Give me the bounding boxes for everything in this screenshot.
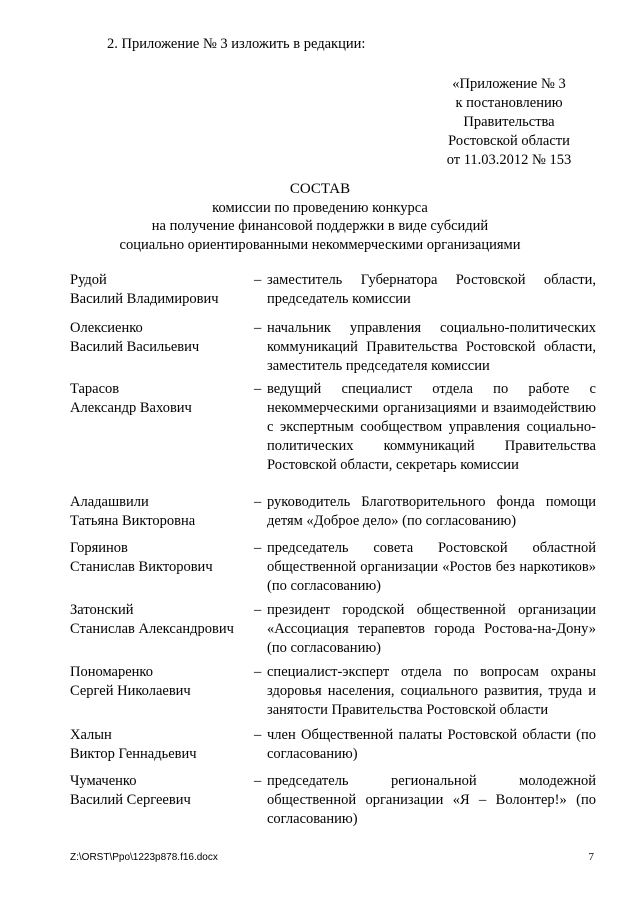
member-role: специалист-эксперт отдела по вопросам охраны здоровья населения, социального развития, труда и занятости Правительства Ростовской области [267, 664, 596, 718]
dash-separator: – [254, 773, 262, 789]
member-surname: Тарасов [70, 381, 120, 397]
dash-separator: – [254, 727, 262, 743]
heading [0, 180, 640, 254]
member-surname: Горяинов [70, 540, 128, 556]
member-name [70, 319, 250, 357]
appendix-line: к постановлению [455, 95, 563, 111]
page-number: 7 [588, 851, 594, 863]
member-name [70, 772, 250, 810]
heading-line: социально ориентированными некоммерческими организациями [119, 236, 521, 253]
dash-separator: – [254, 272, 262, 288]
member-name [70, 380, 250, 418]
member-surname: Пономаренко [70, 664, 153, 680]
member-role: президент городской общественной организации «Ассоциация терапевтов города Ростова-на-Дону» (по согласованию) [267, 602, 596, 656]
dash-separator: – [254, 381, 262, 397]
member-given-names: Сергей Николаевич [70, 683, 191, 699]
member-role: ведущий специалист отдела по работе с некоммерческими организациями и взаимодействию с экспертным сообществом управления социально-политических коммуникаций Правительства Ростовской области, секретарь комиссии [267, 381, 596, 473]
member-role: председатель совета Ростовской областной общественной организации «Ростов без наркотиков» (по согласованию) [267, 540, 596, 594]
member-surname: Рудой [70, 272, 107, 288]
member-role: член Общественной палаты Ростовской области (по согласованию) [267, 727, 596, 762]
member-role: руководитель Благотворительного фонда помощи детям «Доброе дело» (по согласованию) [267, 494, 596, 529]
member-name [70, 539, 250, 577]
appendix-line: Ростовской области [448, 133, 570, 149]
member-surname: Халын [70, 727, 112, 743]
footer-file-path: Z:\ORST\Ppo\1223p878.f16.docx [70, 852, 218, 863]
member-name [70, 493, 250, 531]
member-role: начальник управления социально-политических коммуникаций Правительства Ростовской области, заместитель председателя комиссии [267, 320, 596, 374]
dash-separator: – [254, 320, 262, 336]
member-given-names: Василий Владимирович [70, 291, 219, 307]
member-given-names: Татьяна Викторовна [70, 513, 196, 529]
member-role: председатель региональной молодежной общественной организации «Я – Волонтер!» (по согласованию) [267, 773, 596, 827]
member-surname: Аладашвили [70, 494, 149, 510]
member-given-names: Александр Вахович [70, 400, 192, 416]
member-role: заместитель Губернатора Ростовской области, председатель комиссии [267, 272, 596, 307]
member-given-names: Василий Васильевич [70, 339, 200, 355]
member-surname: Чумаченко [70, 773, 137, 789]
heading-title: СОСТАВ [289, 181, 351, 197]
appendix-line: Правительства [463, 114, 555, 130]
appendix-reference [424, 75, 594, 170]
appendix-line: от 11.03.2012 № 153 [446, 152, 572, 168]
appendix-line: «Приложение № 3 [452, 76, 566, 92]
intro-text: 2. Приложение № 3 изложить в редакции: [107, 36, 366, 52]
dash-separator: – [254, 664, 262, 680]
dash-separator: – [254, 602, 262, 618]
member-name [70, 726, 250, 764]
heading-line: комиссии по проведению конкурса [212, 199, 428, 216]
member-name [70, 601, 250, 639]
member-given-names: Станислав Александрович [70, 621, 234, 637]
member-name [70, 271, 250, 309]
member-surname: Затонский [70, 602, 134, 618]
member-given-names: Василий Сергеевич [70, 792, 191, 808]
member-given-names: Станислав Викторович [70, 559, 213, 575]
heading-line: на получение финансовой поддержки в виде субсидий [151, 218, 489, 234]
member-given-names: Виктор Геннадьевич [70, 746, 197, 762]
dash-separator: – [254, 540, 262, 556]
member-surname: Олексиенко [70, 320, 143, 336]
member-name [70, 663, 250, 701]
dash-separator: – [254, 494, 262, 510]
